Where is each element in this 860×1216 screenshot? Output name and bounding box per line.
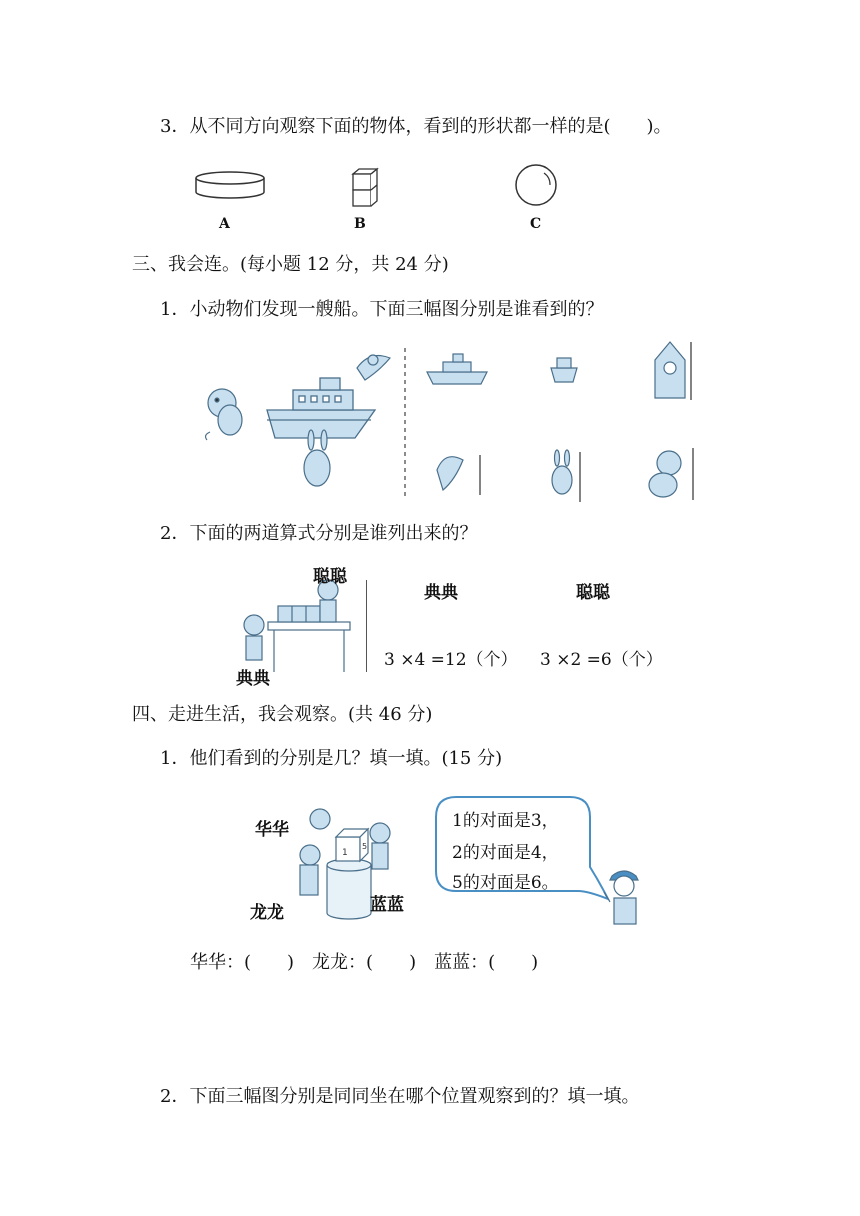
- lion-icon: [206, 389, 242, 440]
- big-ship-icon: [267, 378, 375, 438]
- sphere-figure: [514, 163, 562, 211]
- ship-top-view-icon: [655, 342, 691, 400]
- section-3-question-1: 1．小动物们发现一艘船。下面三幅图分别是谁看到的？: [160, 299, 604, 320]
- thought-line-2: 2的对面是4，: [452, 843, 559, 863]
- option-a-label: A: [219, 216, 230, 232]
- name-lanlan: 蓝蓝: [370, 895, 404, 915]
- svg-text:1: 1: [342, 848, 348, 858]
- cylinder-figure: [190, 170, 270, 210]
- option-c-label: C: [530, 216, 542, 232]
- ship-side-view-icon: [427, 354, 487, 384]
- kids-cubes-illustration: [240, 580, 370, 675]
- section-4-question-2: 2．下面三幅图分别是同同坐在哪个位置观察到的？填一填。: [160, 1086, 640, 1107]
- formula-2: 3 ×2 =6（个）: [540, 650, 663, 670]
- section-3-heading: 三、我会连。(每小题 12 分，共 24 分): [132, 254, 449, 275]
- name-congcong-right: 聪聪: [576, 583, 610, 603]
- lion-small-icon: [649, 448, 693, 500]
- formula-1: 3 ×4 =12（个）: [384, 650, 518, 670]
- section-3-question-2: 2．下面的两道算式分别是谁列出来的？: [160, 523, 478, 544]
- ship-scene-illustration: [195, 340, 715, 505]
- svg-text:5: 5: [362, 842, 368, 851]
- question-3-text: 3．从不同方向观察下面的物体，看到的形状都一样的是( )。: [160, 116, 672, 137]
- name-longlong: 龙龙: [250, 903, 284, 923]
- vertical-divider: [366, 580, 367, 672]
- thought-line-3: 5的对面是6。: [452, 873, 559, 893]
- ship-front-view-icon: [551, 358, 577, 382]
- thought-line-1: 1的对面是3，: [452, 811, 559, 831]
- name-congcong-top: 聪聪: [313, 567, 347, 587]
- name-diandian-right: 典典: [424, 583, 458, 603]
- option-b-label: B: [354, 216, 366, 232]
- name-diandian-bottom: 典典: [236, 669, 270, 689]
- section-4-heading: 四、走进生活，我会观察。(共 46 分): [132, 704, 433, 725]
- fill-in-line: 华华：( ) 龙龙：( ) 蓝蓝：( ): [190, 952, 539, 973]
- bird-small-icon: [437, 455, 480, 495]
- boy-figure-icon: [600, 866, 646, 928]
- stacked-cubes-figure: [348, 166, 388, 210]
- name-huahua: 华华: [255, 820, 289, 840]
- section-4-question-1: 1．他们看到的分别是几？填一填。(15 分): [160, 748, 503, 769]
- bird-icon: [357, 355, 390, 380]
- rabbit-small-icon: [552, 450, 580, 502]
